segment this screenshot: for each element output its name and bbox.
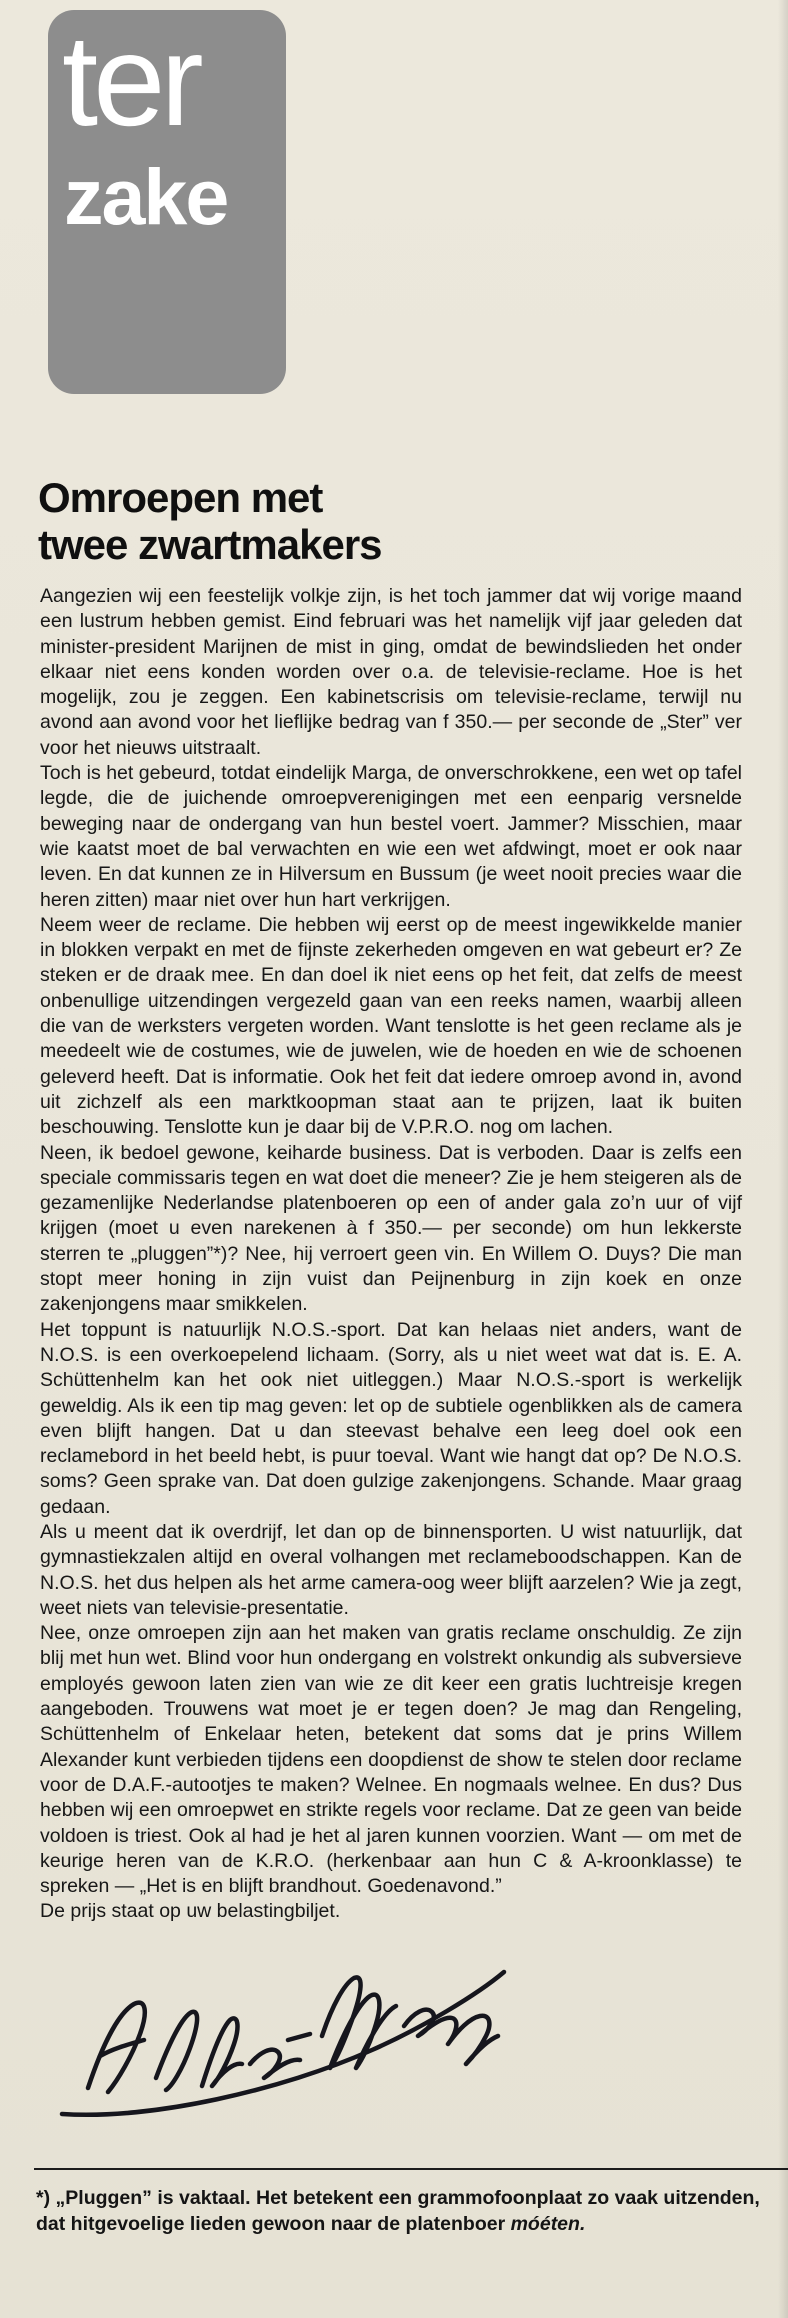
- paragraph: Toch is het gebeurd, totdat eindelijk Marga, de onverschrokkene, een wet op tafel legde, die de juichende omroepverenigingen met een eenparig versnelde beweging naar de ondergang van hun bestel voert. Jammer? Misschien, maar wie kaatst moet de bal verwachten en wie een wet afdwingt, moet er ook naar leven. En dat kunnen ze in Hilversum en Bussum (je weet nooit precies waar die heren zitten) maar niet over hun hart verkrijgen.: [40, 762, 742, 911]
- terzake-logo: [48, 7, 286, 394]
- footnote: [34, 2168, 788, 2237]
- signature: [52, 1928, 522, 2133]
- article-title-line-1: Omroepen met: [38, 474, 323, 521]
- paragraph: Neen, ik bedoel gewone, keiharde business. Dat is verboden. Daar is zelfs een speciale commissaris tegen en wat doet die meneer? Zie je hem steigeren als de gezamenlijke Nederlandse platenboeren op een of ander gala zo’n uur of vijf krijgen (moet u even narekenen à f 350.— per seconde) om hun lekkerste sterren te „pluggen”*)? Nee, hij verroert geen vin. En Willem O. Duys? Die man stopt meer honing in zijn vuist dan Peijnenburg in zijn koek en onze zakenjongens maar smikkelen.: [40, 1141, 742, 1316]
- article-body: [40, 584, 742, 1925]
- paragraph: Als u meent dat ik overdrijf, let dan op de binnensporten. U wist natuurlijk, dat gymnastiekzalen altijd en overal volhangen met reclameboodschappen. Kan de N.O.S. het dus helpen als het arme camera-oog weer blijft aarzelen? Wie ja zegt, weet niets van televisie-presentatie.: [40, 1520, 742, 1619]
- footnote-text: „Pluggen” is vaktaal. Het betekent een grammofoonplaat zo vaak uitzenden, dat hitgevoelige lieden gewoon naar de platenboer: [36, 2187, 760, 2235]
- paragraph: Nee, onze omroepen zijn aan het maken van gratis reclame onschuldig. Ze zijn blij met hun wet. Blind voor hun ondergang en volstrekt onkundig als subversieve employés gewoon laten zien van wie ze dit keer een gratis luchtreisje kregen aangeboden. Trouwens wat moet je er tegen doen? Je mag dan Rengeling, Schüttenhelm of Enkelaar heten, betekent dat soms dat je prins Willem Alexander kunt verbieden tijdens een doopdienst de show te stelen door reclame voor de D.A.F.-autootjes te maken? Welnee. En nogmaals welnee. En dus? Dus hebben wij een omroepwet en strikte regels voor reclame. Dat ze geen van beide voldoen is triest. Ook al had je het al jaren kunnen voorzien. Want — om met de keurige heren van de K.R.O. (herkenbaar aan hun C & A-kroonklasse) te spreken — „Het is en blijft brandhout. Goedenavond.”: [40, 1622, 742, 1898]
- paragraph: Het toppunt is natuurlijk N.O.S.-sport. Dat kan helaas niet anders, want de N.O.S. is een overkoepelend lichaam. (Sorry, als u niet weet wat dat is. E. A. Schüttenhelm kan het ook niet uitleggen.) Maar N.O.S.-sport is werkelijk geweldig. Als ik een tip mag geven: let op de subtiele ogenblikken als de camera even blijft hangen. Dat u dan steevast behalve een leeg doel ook een reclamebord in het beeld hebt, is puur toeval. Want wie hangt dat op? De N.O.S. soms? Geen sprake van. Dat doen gulzige zakenjongens. Schande. Maar graag gedaan.: [40, 1318, 742, 1518]
- footnote-marker: *): [36, 2187, 51, 2209]
- article-title-line-2: twee zwartmakers: [38, 521, 382, 568]
- footnote-emphasis: móéten.: [510, 2213, 586, 2235]
- paragraph: Neem weer de reclame. Die hebben wij eerst op de meest ingewikkelde manier in blokken verpakt en met de fijnste zekerheden omgeven en wat gebeurt er? Ze steken er de draak mee. En dan doel ik niet eens op het feit, dat zelfs de meest onbenullige uitzendingen vergezeld gaan van een reeks namen, waarbij alleen die van de werksters vergeten worden. Want tenslotte is het geen reclame als je meedeelt wie de costumes, wie de juwelen, wie de hoeden en wie de schoenen geleverd heeft. Dat is informatie. Ook het feit dat iedere omroep avond in, avond uit zichzelf als een marktkoopman staat aan te prijzen, laat ik buiten beschouwing. Tenslotte kun je daar bij de V.P.R.O. nog om lachen.: [40, 913, 742, 1139]
- article-title: [38, 474, 382, 568]
- logo-word-zake: zake: [64, 151, 228, 241]
- signature-ink-icon: [52, 1928, 512, 2128]
- logo-word-ter: ter: [62, 7, 199, 153]
- paragraph: De prijs staat op uw belastingbiljet.: [40, 1900, 341, 1923]
- paragraph: Aangezien wij een feestelijk volkje zijn, is het toch jammer dat wij vorige maand een lustrum hebben gemist. Eind februari was het namelijk vijf jaar geleden dat minister-president Marijnen de mist in ging, omdat de bewindslieden het onder elkaar niet eens konden worden over o.a. de televisie-reclame. Hoe is het mogelijk, zou je zeggen. Een kabinetscrisis om televisie-reclame, terwijl nu avond aan avond voor het lieflijke bedrag van f 350.— per seconde de „Ster” ver voor het nieuws uitstraalt.: [40, 585, 742, 759]
